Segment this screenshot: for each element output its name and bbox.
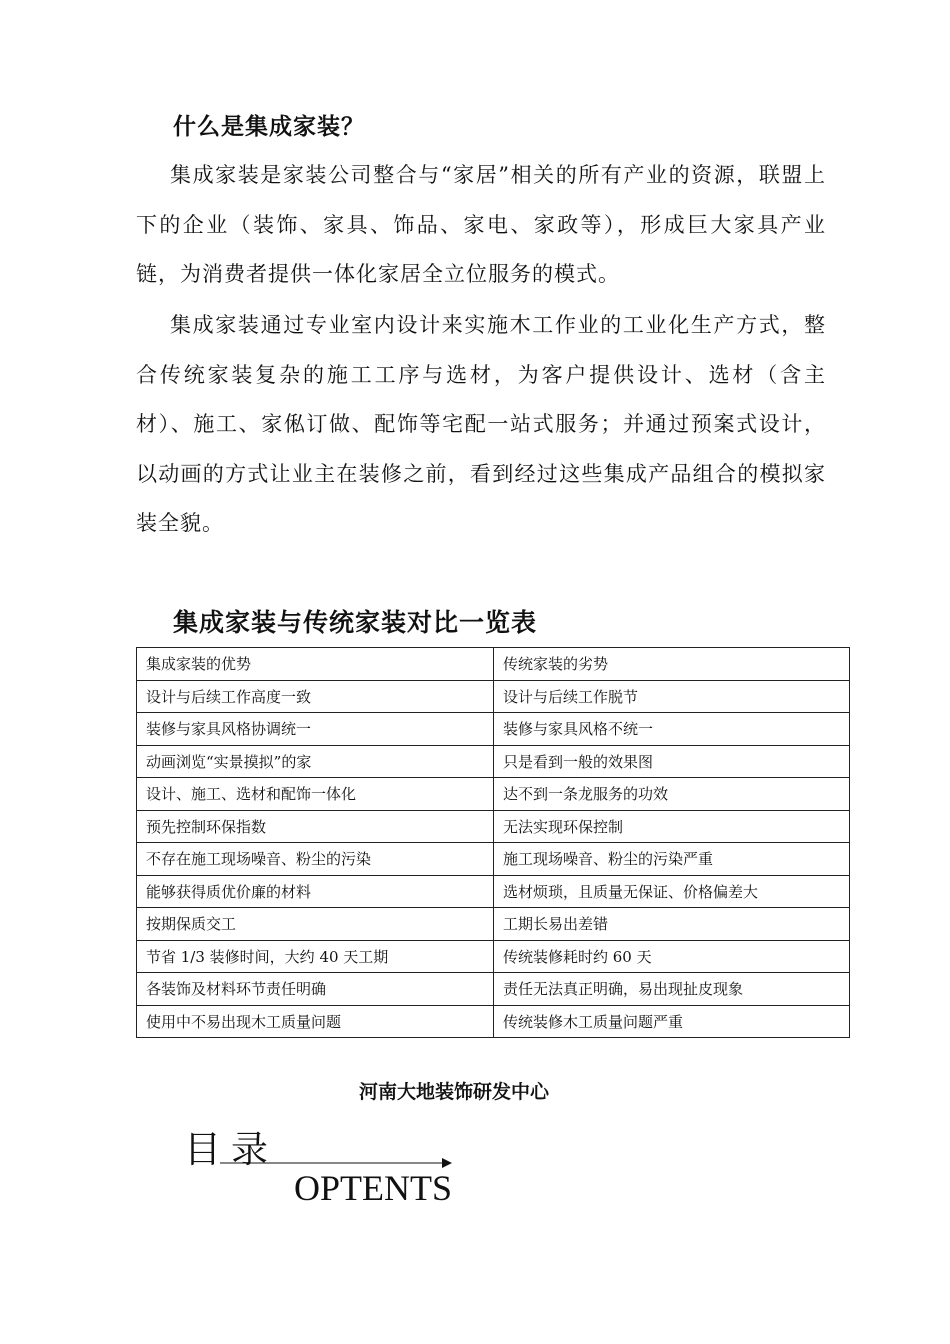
toc-subtitle: OPTENTS xyxy=(294,1168,453,1208)
traditional-cell: 施工现场噪音、粉尘的污染严重 xyxy=(494,843,850,876)
table-row xyxy=(137,908,850,941)
traditional-cell: 工期长易出差错 xyxy=(494,908,850,941)
table-row xyxy=(137,940,850,973)
integrated-cell: 使用中不易出现木工质量问题 xyxy=(137,1005,494,1038)
traditional-cell: 责任无法真正明确，易出现扯皮现象 xyxy=(494,973,850,1006)
table-row xyxy=(137,778,850,811)
toc-title: 目录 xyxy=(184,1128,278,1171)
table-title: 集成家装与传统家装对比一览表 xyxy=(173,608,538,637)
integrated-cell: 预先控制环保指数 xyxy=(137,810,494,843)
paragraph-process: 集成家装通过专业室内设计来实施木工作业的工业化生产方式，整合传统家装复杂的施工工序与选材，为客户提供设计、选材（含主材）、施工、家俬订做、配饰等宅配一站式服务；并通过预案式设计，以动画的方式让业主在装修之前，看到经过这些集成产品组合的模拟家装全貌。 xyxy=(136,313,826,535)
integrated-cell: 按期保质交工 xyxy=(137,908,494,941)
table-row xyxy=(137,973,850,1006)
paragraph-definition: 集成家装是家装公司整合与“家居”相关的所有产业的资源，联盟上下的企业（装饰、家具、饰品、家电、家政等），形成巨大家具产业链，为消费者提供一体化家居全立位服务的模式。 xyxy=(136,163,826,286)
table-row xyxy=(137,875,850,908)
integrated-cell: 各装饰及材料环节责任明确 xyxy=(137,973,494,1006)
table-row xyxy=(137,680,850,713)
table-row xyxy=(137,713,850,746)
traditional-cell: 传统家装的劣势 xyxy=(494,648,850,681)
table-row xyxy=(137,810,850,843)
traditional-cell: 无法实现环保控制 xyxy=(494,810,850,843)
integrated-cell: 集成家装的优势 xyxy=(137,648,494,681)
section-heading: 什么是集成家装？ xyxy=(173,113,365,140)
table-header-row xyxy=(137,648,850,681)
traditional-cell: 传统装修木工质量问题严重 xyxy=(494,1005,850,1038)
organization-name: 河南大地装饰研发中心 xyxy=(358,1081,549,1103)
comparison-table xyxy=(136,647,850,1038)
integrated-cell: 能够获得质优价廉的材料 xyxy=(137,875,494,908)
traditional-cell: 设计与后续工作脱节 xyxy=(494,680,850,713)
integrated-cell: 设计、施工、选材和配饰一体化 xyxy=(137,778,494,811)
integrated-cell: 不存在施工现场噪音、粉尘的污染 xyxy=(137,843,494,876)
integrated-cell: 动画浏览“实景摸拟”的家 xyxy=(137,745,494,778)
traditional-cell: 选材烦琐，且质量无保证、价格偏差大 xyxy=(494,875,850,908)
table-row xyxy=(137,745,850,778)
traditional-cell: 达不到一条龙服务的功效 xyxy=(494,778,850,811)
table-row xyxy=(137,843,850,876)
traditional-cell: 传统装修耗时约 60 天 xyxy=(494,940,850,973)
integrated-cell: 设计与后续工作高度一致 xyxy=(137,680,494,713)
table-row xyxy=(137,1005,850,1038)
integrated-cell: 装修与家具风格协调统一 xyxy=(137,713,494,746)
integrated-cell: 节省 1/3 装修时间，大约 40 天工期 xyxy=(137,940,494,973)
traditional-cell: 装修与家具风格不统一 xyxy=(494,713,850,746)
traditional-cell: 只是看到一般的效果图 xyxy=(494,745,850,778)
